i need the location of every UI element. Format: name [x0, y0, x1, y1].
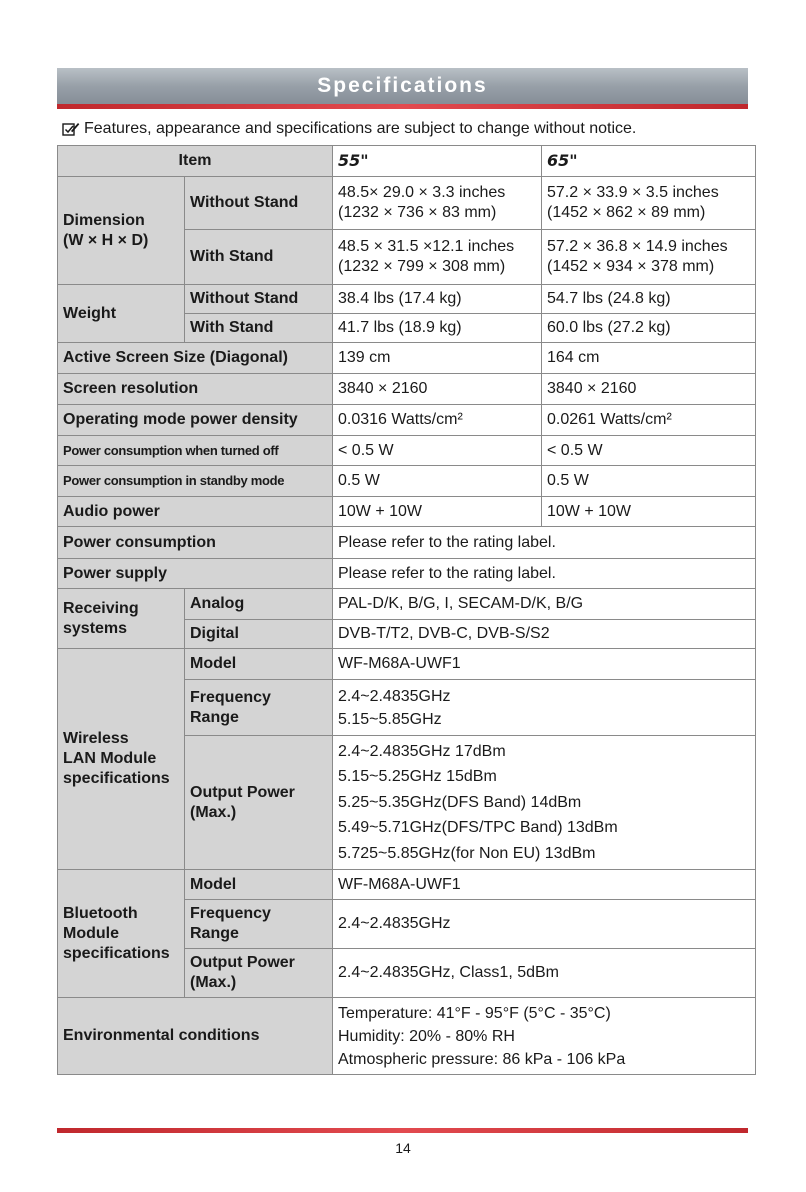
receiving-label: Receiving systems [58, 589, 185, 649]
power-density-65: 0.0261 Watts/cm² [542, 405, 756, 436]
notice [62, 120, 636, 138]
resolution-65: 3840 × 2160 [542, 374, 756, 405]
bluetooth-frequency-value: 2.4~2.4835GHz [333, 900, 756, 949]
wireless-label: Wireless LAN Module specifications [58, 649, 185, 870]
environment-label: Environmental conditions [58, 998, 333, 1075]
table-row [58, 285, 756, 314]
checkbox-pencil-icon [62, 121, 80, 137]
weight-label: Weight [58, 285, 185, 343]
screen-size-55: 139 cm [333, 343, 542, 374]
table-row [58, 374, 756, 405]
header-item: Item [58, 146, 333, 177]
table-row [58, 497, 756, 527]
bluetooth-model-label: Model [185, 870, 333, 900]
wireless-model-label: Model [185, 649, 333, 680]
bluetooth-output-label: Output Power (Max.) [185, 949, 333, 998]
bluetooth-label: Bluetooth Module specifications [58, 870, 185, 998]
resolution-55: 3840 × 2160 [333, 374, 542, 405]
page-title: Specifications [317, 74, 488, 97]
dimension-without-stand-label: Without Stand [185, 177, 333, 230]
bluetooth-model-value: WF-M68A-UWF1 [333, 870, 756, 900]
weight-without-55: 38.4 lbs (17.4 kg) [333, 285, 542, 314]
wireless-frequency-label: Frequency Range [185, 680, 333, 736]
audio-65: 10W + 10W [542, 497, 756, 527]
power-off-65: < 0.5 W [542, 436, 756, 466]
wireless-frequency-value: 2.4~2.4835GHz 5.15~5.85GHz [333, 680, 756, 736]
table-row [58, 559, 756, 589]
table-row [58, 998, 756, 1075]
analog-value: PAL-D/K, B/G, I, SECAM-D/K, B/G [333, 589, 756, 620]
weight-with-stand-label: With Stand [185, 314, 333, 343]
header-55: 55" [333, 146, 542, 177]
power-standby-label: Power consumption in standby mode [58, 466, 333, 497]
resolution-label: Screen resolution [58, 374, 333, 405]
power-off-55: < 0.5 W [333, 436, 542, 466]
audio-label: Audio power [58, 497, 333, 527]
table-row [58, 466, 756, 497]
dimension-with-stand-label: With Stand [185, 230, 333, 285]
table-row [58, 436, 756, 466]
weight-with-55: 41.7 lbs (18.9 kg) [333, 314, 542, 343]
digital-value: DVB-T/T2, DVB-C, DVB-S/S2 [333, 620, 756, 649]
table-row [58, 405, 756, 436]
notice-text: Features, appearance and specifications are subject to change without notice. [84, 120, 637, 137]
environment-value: Temperature: 41°F - 95°F (5°C - 35°C) Humidity: 20% - 80% RH Atmospheric pressure: 86 kPa - 106 kPa [333, 998, 756, 1075]
header-65: 65" [542, 146, 756, 177]
table-row [58, 589, 756, 620]
screen-size-65: 164 cm [542, 343, 756, 374]
spec-table [57, 145, 756, 1075]
bluetooth-frequency-label: Frequency Range [185, 900, 333, 949]
power-density-55: 0.0316 Watts/cm² [333, 405, 542, 436]
power-supply-label: Power supply [58, 559, 333, 589]
dimension-without-55: 48.5× 29.0 × 3.3 inches (1232 × 736 × 83 mm) [333, 177, 542, 230]
power-consumption-label: Power consumption [58, 527, 333, 559]
screen-size-label: Active Screen Size (Diagonal) [58, 343, 333, 374]
footer-divider [57, 1128, 748, 1133]
banner-divider [57, 104, 748, 109]
dimension-with-55: 48.5 × 31.5 ×12.1 inches (1232 × 799 × 308 mm) [333, 230, 542, 285]
table-row [58, 870, 756, 900]
weight-without-stand-label: Without Stand [185, 285, 333, 314]
wireless-model-value: WF-M68A-UWF1 [333, 649, 756, 680]
power-consumption-value: Please refer to the rating label. [333, 527, 756, 559]
section-banner [57, 68, 748, 104]
power-density-label: Operating mode power density [58, 405, 333, 436]
weight-with-65: 60.0 lbs (27.2 kg) [542, 314, 756, 343]
dimension-label: Dimension (W × H × D) [58, 177, 185, 285]
table-row [58, 177, 756, 230]
power-supply-value: Please refer to the rating label. [333, 559, 756, 589]
bluetooth-output-value: 2.4~2.4835GHz, Class1, 5dBm [333, 949, 756, 998]
digital-label: Digital [185, 620, 333, 649]
power-standby-55: 0.5 W [333, 466, 542, 497]
table-row [58, 527, 756, 559]
wireless-output-value: 2.4~2.4835GHz 17dBm 5.15~5.25GHz 15dBm 5.25~5.35GHz(DFS Band) 14dBm 5.49~5.71GHz(DFS/TPC Band) 13dBm 5.725~5.85GHz(for Non EU) 13dBm [333, 736, 756, 870]
analog-label: Analog [185, 589, 333, 620]
power-standby-65: 0.5 W [542, 466, 756, 497]
dimension-without-65: 57.2 × 33.9 × 3.5 inches (1452 × 862 × 89 mm) [542, 177, 756, 230]
weight-without-65: 54.7 lbs (24.8 kg) [542, 285, 756, 314]
table-header-row [58, 146, 756, 177]
table-row [58, 649, 756, 680]
audio-55: 10W + 10W [333, 497, 542, 527]
page-number: 14 [395, 1140, 411, 1156]
table-row [58, 343, 756, 374]
dimension-with-65: 57.2 × 36.8 × 14.9 inches (1452 × 934 × 378 mm) [542, 230, 756, 285]
power-off-label: Power consumption when turned off [58, 436, 333, 466]
wireless-output-label: Output Power (Max.) [185, 736, 333, 870]
